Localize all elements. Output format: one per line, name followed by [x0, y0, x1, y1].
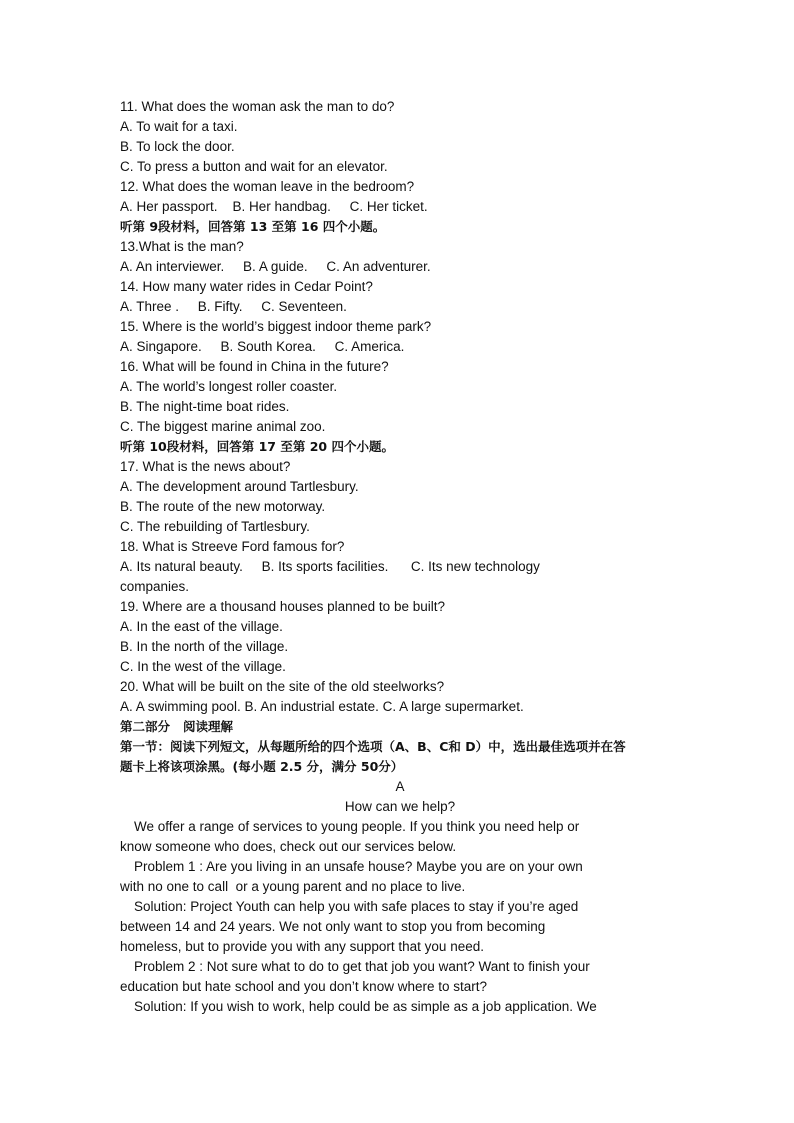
question-18: 18. What is Streeve Ford famous for?: [120, 539, 345, 554]
passage-paragraph: Problem 1 : Are you living in an unsafe house? Maybe you are on your own: [134, 859, 583, 874]
options-14: A. Three . B. Fifty. C. Seventeen.: [120, 299, 347, 314]
option-16c: C. The biggest marine animal zoo.: [120, 419, 326, 434]
question-19: 19. Where are a thousand houses planned to be built?: [120, 599, 445, 614]
passage-title: How can we help?: [344, 799, 456, 814]
question-12: 12. What does the woman leave in the bedroom?: [120, 179, 415, 194]
passage-paragraph: Solution: Project Youth can help you with safe places to stay if you’re aged: [134, 899, 579, 914]
part-two-heading: 第二部分 阅读理解: [120, 719, 234, 734]
options-18-continued: companies.: [120, 579, 190, 594]
section-heading-material-10: 听第 10段材料，回答第 17 至第 20 四个小题。: [120, 439, 394, 454]
option-17c: C. The rebuilding of Tartlesbury.: [120, 519, 310, 534]
section-one-instructions-continued: 题卡上将该项涂黑。(每小题 2.5 分，满分 50分）: [120, 759, 404, 774]
options-20: A. A swimming pool. B. An industrial estate. C. A large supermarket.: [120, 699, 524, 714]
option-19b: B. In the north of the village.: [120, 639, 289, 654]
question-13: 13.What is the man?: [120, 239, 244, 254]
option-19a: A. In the east of the village.: [120, 619, 283, 634]
option-11b: B. To lock the door.: [120, 139, 235, 154]
question-16: 16. What will be found in China in the future?: [120, 359, 389, 374]
options-15: A. Singapore. B. South Korea. C. America.: [120, 339, 405, 354]
passage-line: with no one to call or a young parent and no place to live.: [120, 879, 466, 894]
section-heading-material-9: 听第 9段材料，回答第 13 至第 16 四个小题。: [120, 219, 386, 234]
option-17a: A. The development around Tartlesbury.: [120, 479, 359, 494]
passage-paragraph: We offer a range of services to young people. If you think you need help or: [134, 819, 580, 834]
question-11: 11. What does the woman ask the man to do?: [120, 99, 395, 114]
question-17: 17. What is the news about?: [120, 459, 291, 474]
question-15: 15. Where is the world’s biggest indoor theme park?: [120, 319, 432, 334]
option-11c: C. To press a button and wait for an elevator.: [120, 159, 388, 174]
section-one-instructions: 第一节：阅读下列短文，从每题所给的四个选项（A、B、C和 D）中，选出最佳选项并在答: [120, 739, 626, 754]
passage-paragraph: Problem 2 : Not sure what to do to get that job you want? Want to finish your: [134, 959, 590, 974]
options-18: A. Its natural beauty. B. Its sports facilities. C. Its new technology: [120, 559, 540, 574]
passage-label: A: [395, 779, 405, 794]
options-13: A. An interviewer. B. A guide. C. An adventurer.: [120, 259, 431, 274]
passage-line: education but hate school and you don’t know where to start?: [120, 979, 487, 994]
options-12: A. Her passport. B. Her handbag. C. Her ticket.: [120, 199, 428, 214]
passage-paragraph: Solution: If you wish to work, help could be as simple as a job application. We: [134, 999, 597, 1014]
option-19c: C. In the west of the village.: [120, 659, 286, 674]
option-16b: B. The night-time boat rides.: [120, 399, 290, 414]
option-11a: A. To wait for a taxi.: [120, 119, 238, 134]
document-body: [120, 97, 680, 1017]
option-17b: B. The route of the new motorway.: [120, 499, 326, 514]
passage-line: know someone who does, check out our services below.: [120, 839, 457, 854]
question-14: 14. How many water rides in Cedar Point?: [120, 279, 373, 294]
passage-line: between 14 and 24 years. We not only want to stop you from becoming: [120, 919, 546, 934]
passage-line: homeless, but to provide you with any support that you need.: [120, 939, 484, 954]
question-20: 20. What will be built on the site of the old steelworks?: [120, 679, 445, 694]
option-16a: A. The world’s longest roller coaster.: [120, 379, 338, 394]
